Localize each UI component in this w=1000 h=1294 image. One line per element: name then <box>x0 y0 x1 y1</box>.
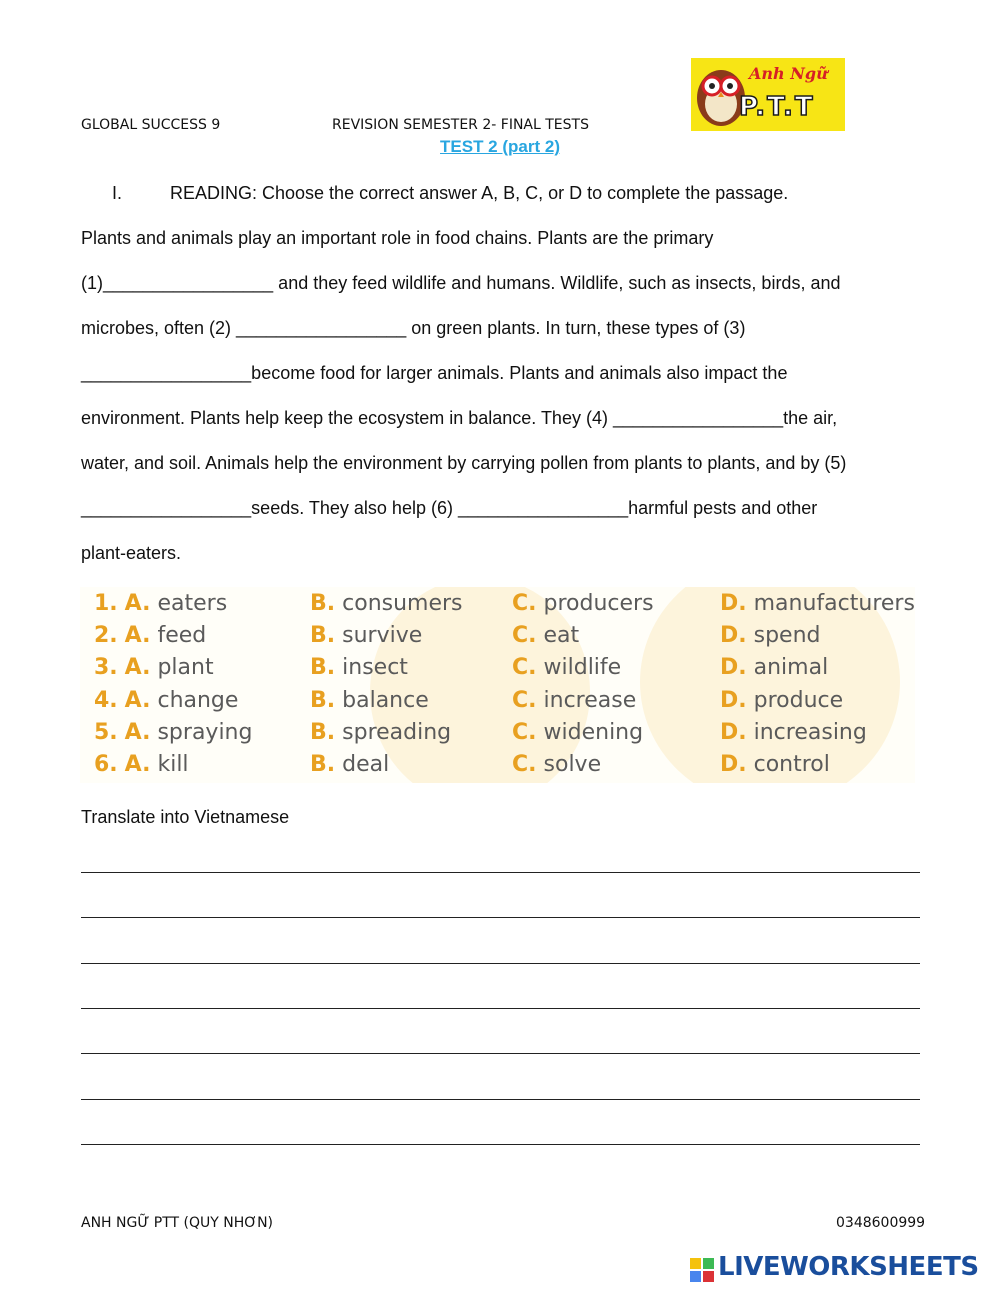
liveworksheets-logo <box>690 1252 990 1286</box>
option-text: increasing <box>753 719 867 745</box>
header-center: REVISION SEMESTER 2- FINAL TESTS <box>332 117 589 133</box>
option-text: eaters <box>157 591 228 616</box>
option-text: increase <box>543 687 637 713</box>
option-row <box>80 591 915 623</box>
option-letter: D. <box>720 591 747 616</box>
option-text: wildlife <box>543 655 622 681</box>
test-title: TEST 2 (part 2) <box>440 137 560 156</box>
option-c[interactable] <box>512 720 643 745</box>
option-text: consumers <box>342 591 463 616</box>
option-d[interactable] <box>720 688 843 713</box>
option-d[interactable] <box>720 655 828 680</box>
question-number: 5. <box>94 719 118 745</box>
logo-text-bottom: P.T.T <box>739 92 815 122</box>
option-letter: A. <box>124 687 151 713</box>
passage-line: water, and soil. Animals help the environment by carrying pollen from plants to plants, and by (5) <box>81 453 847 473</box>
option-text: survive <box>342 623 423 649</box>
option-d[interactable] <box>720 752 830 777</box>
option-text: spend <box>753 623 821 649</box>
section-number: I. <box>112 183 123 203</box>
option-letter: A. <box>124 591 151 616</box>
option-text: produce <box>753 687 844 713</box>
option-row <box>80 623 915 655</box>
option-c[interactable] <box>512 752 601 777</box>
option-letter: C. <box>512 719 537 745</box>
option-letter: B. <box>310 687 336 713</box>
option-letter: A. <box>124 719 151 745</box>
option-a[interactable] <box>94 688 238 713</box>
option-text: spraying <box>157 719 253 745</box>
option-text: feed <box>157 623 207 649</box>
option-letter: D. <box>720 687 747 713</box>
option-a[interactable] <box>94 720 252 745</box>
option-text: spreading <box>342 719 452 745</box>
option-b[interactable] <box>310 655 408 680</box>
passage-line: microbes, often (2) _________________ on green plants. In turn, these types of (3) <box>81 318 746 338</box>
option-text: change <box>157 687 239 713</box>
option-text: balance <box>342 687 429 713</box>
option-text: widening <box>543 719 644 745</box>
option-c[interactable] <box>512 688 636 713</box>
option-a[interactable] <box>94 623 206 648</box>
option-a[interactable] <box>94 752 189 777</box>
question-number: 1. <box>94 591 118 616</box>
option-letter: C. <box>512 687 537 713</box>
header-left: GLOBAL SUCCESS 9 <box>81 117 221 133</box>
translate-label: Translate into Vietnamese <box>81 807 290 827</box>
option-text: control <box>753 752 830 777</box>
option-letter: A. <box>124 655 151 681</box>
option-b[interactable] <box>310 720 451 745</box>
option-d[interactable] <box>720 591 915 616</box>
option-letter: D. <box>720 655 747 681</box>
option-b[interactable] <box>310 591 463 616</box>
option-row <box>80 688 915 720</box>
option-text: plant <box>157 655 214 681</box>
option-letter: D. <box>720 623 747 649</box>
option-text: eat <box>543 623 580 649</box>
option-letter: C. <box>512 623 537 649</box>
passage-line: _________________seeds. They also help (6) _________________harmful pests and other <box>81 498 818 518</box>
section-heading <box>112 183 788 204</box>
footer-left: ANH NGỮ PTT (QUY NHƠN) <box>81 1215 274 1231</box>
section-instruction: READING: Choose the correct answer A, B, C, or D to complete the passage. <box>170 183 789 203</box>
option-c[interactable] <box>512 623 579 648</box>
option-d[interactable] <box>720 720 867 745</box>
question-number: 2. <box>94 623 118 649</box>
question-number: 6. <box>94 752 118 777</box>
option-b[interactable] <box>310 623 422 648</box>
option-row <box>80 720 915 752</box>
option-letter: B. <box>310 719 336 745</box>
footer-right: 0348600999 <box>836 1215 926 1231</box>
option-letter: D. <box>720 752 747 777</box>
option-c[interactable] <box>512 591 654 616</box>
options-table <box>80 587 915 783</box>
option-text: kill <box>157 752 189 777</box>
answer-line[interactable] <box>81 963 920 964</box>
option-letter: A. <box>124 623 151 649</box>
passage-line: plant-eaters. <box>81 543 182 563</box>
option-d[interactable] <box>720 623 821 648</box>
option-letter: B. <box>310 752 336 777</box>
option-text: producers <box>543 591 654 616</box>
option-letter: B. <box>310 591 336 616</box>
option-letter: B. <box>310 655 336 681</box>
passage-line: (1)_________________ and they feed wildlife and humans. Wildlife, such as insects, birds, and <box>81 273 841 293</box>
option-text: solve <box>543 752 602 777</box>
answer-line[interactable] <box>81 1008 920 1009</box>
question-number: 3. <box>94 655 118 681</box>
answer-line[interactable] <box>81 1053 920 1054</box>
answer-line[interactable] <box>81 1144 920 1145</box>
option-c[interactable] <box>512 655 621 680</box>
option-text: manufacturers <box>753 591 915 616</box>
passage-line: environment. Plants help keep the ecosystem in balance. They (4) _________________the air, <box>81 408 838 428</box>
passage-line: _________________become food for larger animals. Plants and animals also impact the <box>81 363 788 383</box>
option-letter: D. <box>720 719 747 745</box>
answer-line[interactable] <box>81 917 920 918</box>
option-row <box>80 655 915 687</box>
option-text: deal <box>342 752 390 777</box>
answer-line[interactable] <box>81 1099 920 1100</box>
blocks-icon <box>690 1258 714 1282</box>
option-letter: B. <box>310 623 336 649</box>
option-letter: A. <box>124 752 151 777</box>
passage-line: Plants and animals play an important role in food chains. Plants are the primary <box>81 228 714 248</box>
option-row <box>80 752 915 783</box>
logo-text-top: Anh Ngữ <box>749 64 828 83</box>
option-a[interactable] <box>94 655 214 680</box>
option-letter: C. <box>512 655 537 681</box>
option-b[interactable] <box>310 752 389 777</box>
option-a[interactable] <box>94 591 227 616</box>
brand-text: LIVEWORKSHEETS <box>718 1252 979 1282</box>
option-b[interactable] <box>310 688 429 713</box>
option-letter: C. <box>512 752 537 777</box>
option-text: animal <box>753 655 829 681</box>
logo <box>691 58 845 131</box>
option-text: insect <box>342 655 408 681</box>
option-letter: C. <box>512 591 537 616</box>
question-number: 4. <box>94 687 118 713</box>
answer-line[interactable] <box>81 872 920 873</box>
